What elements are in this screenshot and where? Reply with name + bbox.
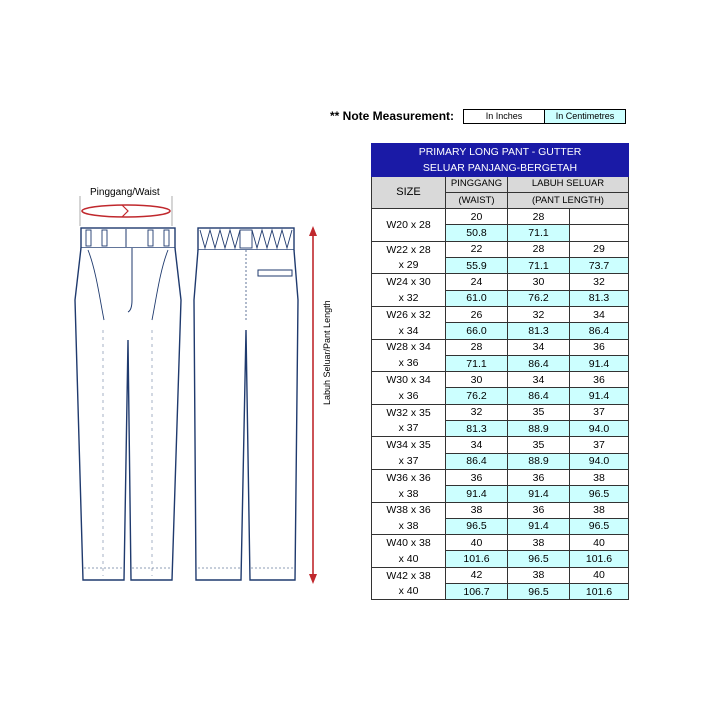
header-size: SIZE — [372, 176, 446, 209]
size-row-inches — [372, 469, 629, 485]
length-inches-cell: 30 — [508, 274, 570, 290]
length-inches-cell: 36 — [508, 502, 570, 518]
length-cm-cell: 91.4 — [508, 486, 570, 502]
length-cm-cell: 88.9 — [508, 421, 570, 437]
length-cm-cell: 96.5 — [570, 518, 629, 534]
length-inches-cell: 28 — [508, 209, 570, 225]
legend-centimetres: In Centimetres — [544, 109, 626, 124]
size-label: W24 x 30 — [372, 274, 446, 290]
waist-cm-cell: 91.4 — [446, 486, 508, 502]
size-label-alt: x 37 — [372, 453, 446, 469]
length-cm-cell: 94.0 — [570, 421, 629, 437]
length-cm-cell — [570, 225, 629, 241]
size-row-cm — [372, 355, 629, 371]
size-label-alt: x 36 — [372, 388, 446, 404]
size-row-inches — [372, 306, 629, 322]
length-arrow — [309, 226, 317, 584]
length-inches-cell: 38 — [570, 502, 629, 518]
waist-cm-cell: 106.7 — [446, 584, 508, 600]
waist-cm-cell: 66.0 — [446, 323, 508, 339]
size-label: W36 x 36 — [372, 469, 446, 485]
size-row-cm — [372, 258, 629, 274]
size-row-cm — [372, 551, 629, 567]
waist-inches-cell: 20 — [446, 209, 508, 225]
waist-cm-cell: 76.2 — [446, 388, 508, 404]
size-label-alt: x 34 — [372, 323, 446, 339]
size-label: W38 x 36 — [372, 502, 446, 518]
length-inches-cell: 34 — [508, 372, 570, 388]
length-cm-cell: 81.3 — [570, 290, 629, 306]
size-row-cm — [372, 584, 629, 600]
length-cm-cell: 101.6 — [570, 551, 629, 567]
length-inches-cell: 28 — [508, 241, 570, 257]
size-label-alt: x 38 — [372, 486, 446, 502]
waist-inches-cell: 22 — [446, 241, 508, 257]
size-row-inches — [372, 339, 629, 355]
waist-inches-cell: 32 — [446, 404, 508, 420]
length-cm-cell: 86.4 — [570, 323, 629, 339]
size-label-alt: x 36 — [372, 355, 446, 371]
length-cm-cell: 71.1 — [508, 258, 570, 274]
waist-inches-cell: 38 — [446, 502, 508, 518]
length-cm-cell: 71.1 — [508, 225, 570, 241]
size-label-alt: x 37 — [372, 421, 446, 437]
length-cm-cell: 101.6 — [570, 584, 629, 600]
waist-cm-cell: 86.4 — [446, 453, 508, 469]
header-length — [508, 176, 629, 192]
size-row-inches — [372, 241, 629, 257]
length-cm-cell: 91.4 — [570, 355, 629, 371]
length-inches-cell: 35 — [508, 437, 570, 453]
length-cm-cell: 96.5 — [508, 551, 570, 567]
legend-inches: In Inches — [463, 109, 545, 124]
waist-inches-cell: 30 — [446, 372, 508, 388]
size-label-alt: x 40 — [372, 584, 446, 600]
size-label: W34 x 35 — [372, 437, 446, 453]
size-row-inches — [372, 502, 629, 518]
waist-measure-indicator — [80, 196, 172, 226]
header-waist-sub: (WAIST) — [446, 192, 508, 208]
waist-cm-cell: 96.5 — [446, 518, 508, 534]
length-cm-cell: 76.2 — [508, 290, 570, 306]
waist-inches-cell: 40 — [446, 535, 508, 551]
length-cm-cell: 86.4 — [508, 355, 570, 371]
size-row-inches — [372, 274, 629, 290]
length-inches-cell: 40 — [570, 535, 629, 551]
size-row-inches — [372, 404, 629, 420]
size-label: W28 x 34 — [372, 339, 446, 355]
length-inches-cell: 38 — [508, 535, 570, 551]
length-inches-cell: 37 — [570, 404, 629, 420]
size-row-inches — [372, 209, 629, 225]
waist-cm-cell: 101.6 — [446, 551, 508, 567]
length-cm-cell: 96.5 — [570, 486, 629, 502]
length-inches-cell: 37 — [570, 437, 629, 453]
size-row-cm — [372, 486, 629, 502]
table-title-line1: PRIMARY LONG PANT - GUTTER — [372, 144, 629, 160]
length-cm-cell: 88.9 — [508, 453, 570, 469]
length-cm-cell: 81.3 — [508, 323, 570, 339]
length-inches-cell: 35 — [508, 404, 570, 420]
size-label-alt: x 32 — [372, 290, 446, 306]
pants-front-view — [75, 228, 181, 580]
pants-back-view — [194, 228, 298, 580]
header-length-sub: (PANT LENGTH) — [508, 192, 629, 208]
length-inches-cell: 38 — [570, 469, 629, 485]
length-label: Labuh Seluar/Pant Length — [322, 300, 332, 405]
waist-inches-cell: 28 — [446, 339, 508, 355]
length-cm-cell: 91.4 — [570, 388, 629, 404]
waist-label: Pinggang/Waist — [90, 187, 160, 198]
length-cm-cell: 94.0 — [570, 453, 629, 469]
length-inches-cell: 32 — [570, 274, 629, 290]
waist-cm-cell: 71.1 — [446, 355, 508, 371]
waist-cm-cell: 81.3 — [446, 421, 508, 437]
waist-cm-cell: 61.0 — [446, 290, 508, 306]
size-row-cm — [372, 290, 629, 306]
size-label: W32 x 35 — [372, 404, 446, 420]
size-label: W40 x 38 — [372, 535, 446, 551]
waist-cm-cell: 55.9 — [446, 258, 508, 274]
size-label-alt: x 40 — [372, 551, 446, 567]
size-row-cm — [372, 421, 629, 437]
waist-cm-cell: 50.8 — [446, 225, 508, 241]
length-inches-cell — [570, 209, 629, 225]
header-length-line1: LABUH SELUAR — [531, 178, 605, 190]
length-inches-cell: 32 — [508, 306, 570, 322]
length-inches-cell: 34 — [570, 306, 629, 322]
length-inches-cell: 36 — [508, 469, 570, 485]
size-label: W30 x 34 — [372, 372, 446, 388]
size-label: W42 x 38 — [372, 567, 446, 583]
length-inches-cell: 36 — [570, 372, 629, 388]
size-row-cm — [372, 323, 629, 339]
length-cm-cell: 73.7 — [570, 258, 629, 274]
length-cm-cell: 91.4 — [508, 518, 570, 534]
size-label: W22 x 28 — [372, 241, 446, 257]
length-inches-cell: 29 — [570, 241, 629, 257]
note-label: ** Note Measurement: — [330, 109, 455, 123]
size-row-inches — [372, 567, 629, 583]
size-label: W20 x 28 — [372, 209, 446, 242]
waist-inches-cell: 36 — [446, 469, 508, 485]
length-inches-cell: 34 — [508, 339, 570, 355]
size-row-inches — [372, 372, 629, 388]
waist-inches-cell: 24 — [446, 274, 508, 290]
length-cm-cell: 96.5 — [508, 584, 570, 600]
size-row-inches — [372, 535, 629, 551]
size-label: W26 x 32 — [372, 306, 446, 322]
size-row-cm — [372, 388, 629, 404]
waist-inches-cell: 26 — [446, 306, 508, 322]
size-chart-table — [371, 143, 629, 600]
size-row-cm — [372, 453, 629, 469]
size-label-alt: x 29 — [372, 258, 446, 274]
header-waist-line1: PINGGANG — [450, 178, 503, 190]
size-row-inches — [372, 437, 629, 453]
waist-inches-cell: 34 — [446, 437, 508, 453]
length-inches-cell: 36 — [570, 339, 629, 355]
table-title-line2: SELUAR PANJANG-BERGETAH — [372, 160, 629, 176]
length-inches-cell: 40 — [570, 567, 629, 583]
length-inches-cell: 38 — [508, 567, 570, 583]
waist-inches-cell: 42 — [446, 567, 508, 583]
length-cm-cell: 86.4 — [508, 388, 570, 404]
header-waist — [446, 176, 508, 192]
size-row-cm — [372, 518, 629, 534]
size-label-alt: x 38 — [372, 518, 446, 534]
